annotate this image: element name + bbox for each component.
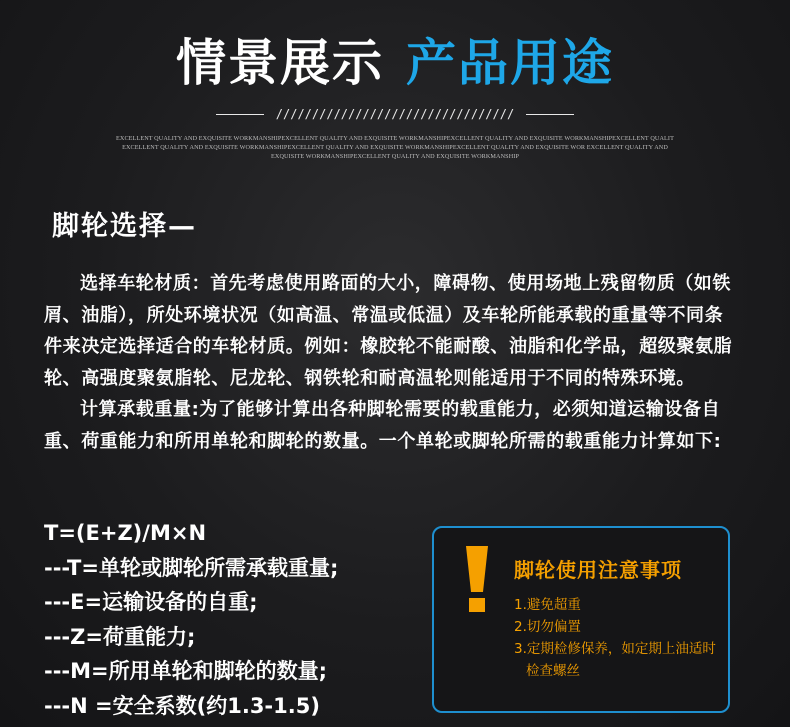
exclamation-icon [464,546,490,612]
paragraph-material: 选择车轮材质：首先考虑使用路面的大小，障碍物、使用场地上残留物质（如铁屑、油脂），所处环境状况（如高温、常温或低温）及车轮所能承载的重量等不同条件来决定选择适合的车轮材质。例如：橡胶轮不能耐酸、油脂和化学品，超级聚氨脂轮、高强度聚氨脂轮、尼龙轮、钢铁轮和耐高温轮则能适用于不同的特殊环境。 [44,273,733,389]
formula-block [44,516,338,723]
divider-line-right [526,114,574,115]
formula-line-e: ---E=运输设备的自重; [44,590,258,614]
notice-item: 2.切勿偏置 [514,619,581,635]
formula-line-m: ---M=所用单轮和脚轮的数量; [44,659,328,683]
notice-box [432,526,730,713]
page-title-white: 情景展示 [176,34,384,92]
page-title [0,28,790,98]
notice-item: 3.定期检修保养，如定期上油适时检查螺丝 [514,641,716,679]
formula-line-z: ---Z=荷重能力; [44,624,196,649]
divider-line-left [216,114,264,115]
formula-main: T=(E+Z)/M×N [44,521,207,545]
divider-slashes: ///////////////////////////////// [275,107,515,121]
notice-title: 脚轮使用注意事项 [514,558,682,582]
section-title: 脚轮选择— [52,211,197,242]
tagline: EXCELLENT QUALITY AND EXQUISITE WORKMANSHIPEXCELLENT QUALITY AND EXQUISITE WORKMANSHIPEXCELLENT QUALITY AND EXQUISITE WORKMANSHIPEXCELLENT QUALIT EXCELLENT QUALITY AND EXQUISITE WORKMANSHIPEXCELLENT QUALITY AND EXQUISITE WORKMANSHIPEXCELLENT QUALITY AND EXQUISITE WOR EXCELLENT QUALITY AND EXQUISITE WORKMANSHIPEXCELLENT QUALITY AND EXQUISITE WORKMANSHIP [116,135,674,160]
body-text [44,268,734,457]
formula-line-t: ---T=单轮或脚轮所需承载重量; [44,555,339,580]
notice-list [514,594,724,682]
formula-line-n: ---N =安全系数(约1.3-1.5) [44,693,320,718]
page-title-blue: 产品用途 [406,34,614,92]
title-divider [0,106,790,122]
paragraph-load: 计算承载重量:为了能够计算出各种脚轮需要的载重能力，必须知道运输设备自重、荷重能力和所用单轮和脚轮的数量。一个单轮或脚轮所需的载重能力计算如下: [44,399,722,452]
notice-item: 1.避免超重 [514,597,581,613]
